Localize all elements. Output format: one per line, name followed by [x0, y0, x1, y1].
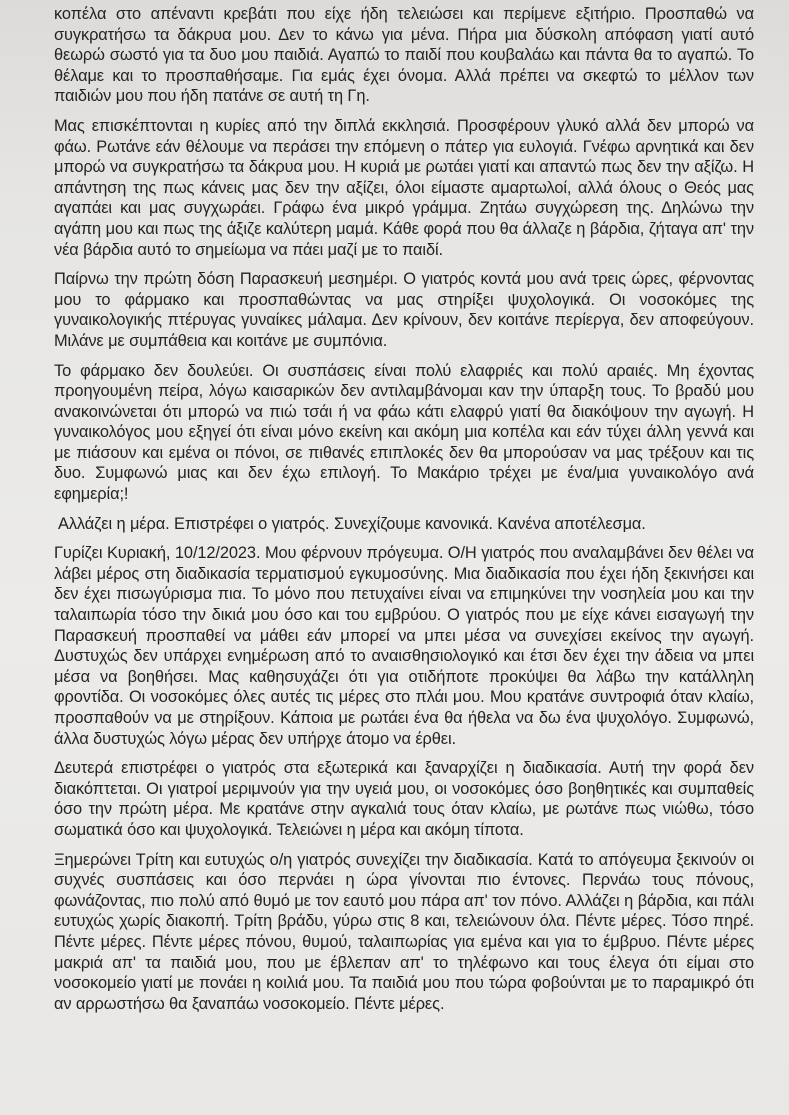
paragraph: κοπέλα στο απέναντι κρεβάτι που είχε ήδη τελειώσει και περίμενε εξιτήριο. Προσπαθώ να συγκρατήσω τα δάκρυα μου. Δεν το κάνω για μένα. Πήρα μια δύσκολη απόφαση γιατί αυτό θεωρώ σωστό για τα δυο μου παιδιά. Αγαπώ το παιδί που κουβαλάω και πάντα θα το αγαπώ. Το θέλαμε και το προσπαθήσαμε. Για εμάς έχει όνομα. Αλλά πρέπει να σκεφτώ το μέλλον των παιδιών μου που ήδη πατάνε σε αυτή τη Γη. [54, 5, 754, 106]
paragraph: Παίρνω την πρώτη δόση Παρασκευή μεσημέρι. Ο γιατρός κοντά μου ανά τρεις ώρες, φέρνοντας μου το φάρμακο και προσπαθώντας να μας στηρίξει ψυχολογικά. Οι νοσοκόμες της γυναικολογικής πτέρυγας γυναίκες μάλαμα. Δεν κρίνουν, δεν κοιτάνε περίεργα, δεν αποφεύγουν. Μιλάνε με συμπάθεια και κοιτάνε με συμπόνια. [54, 270, 754, 350]
paragraph: Μας επισκέπτονται η κυρίες από την διπλά εκκλησιά. Προσφέρουν γλυκό αλλά δεν μπορώ να φάω. Ρωτάνε εάν θέλουμε να περάσει την επόμενη ο πάτερ για ευλογιά. Γνέφω αρνητικά και δεν μπορώ να συγκρατήσω τα δάκρυα μου. Η κυριά με ρωτάει γιατί και απαντώ πως δεν την αξίζω. Η απάντηση της πως κάνεις μας δεν την αξίζει, όλοι είμαστε αμαρτωλοί, αλλά όλους ο Θεός μας αγαπάει και μας συγχωράει. Γράφω ένα μικρό γράμμα. Ζητάω συγχώρεση της. Δηλώνω την αγάπη μου και πως της άξιζε καλύτερη μαμά. Κάθε φορά που θα άλλαζε η βάρδια, ζήταγα απ' την νέα βάρδια αυτό το σημείωμα να πάει μαζί με το παιδί. [54, 116, 754, 259]
paragraph: Ξημερώνει Τρίτη και ευτυχώς ο/η γιατρός συνεχίζει την διαδικασία. Κατά το απόγευμα ξεκινούν οι συχνές συσπάσεις και όσο περνάει η ώρα γίνονται πιο έντονες. Περνάω τους πόνους, φωνάζοντας, πιο πολύ από θυμό με τον εαυτό μου πάρα απ' τον πόνο. Αλλάζει η βάρδια, και πάλι ευτυχώς χωρίς διακοπή. Τρίτη βράδυ, γύρω στις 8 και, τελειώνουν όλα. Πέντε μέρες. Τόσο πηρέ. Πέντε μέρες. Πέντε μέρες πόνου, θυμού, ταλαιπωρίας για εμένα και για το έμβρυο. Πέντε μέρες μακριά απ' τα παιδιά μου, που με έβλεπαν απ' το τηλέφωνο και τους έλεγα ότι είμαι στο νοσοκομείο γιατί με πονάει η κοιλιά μου. Τα παιδιά μου που τώρα φοβούνται με το παραμικρό ότι αν αρρωστήσω θα ξαναπάω νοσοκομείο. Πέντε μέρες. [54, 850, 754, 1013]
document-body [54, 4, 754, 1023]
paragraph: Δευτερά επιστρέφει ο γιατρός στα εξωτερικά και ξαναρχίζει η διαδικασία. Αυτή την φορά δεν διακόπτεται. Οι γιατροί μεριμνούν για την υγειά μου, οι νοσοκόμες όσο βοηθητικές και συμπαθείς όσο την πρώτη μέρα. Με κρατάνε στην αγκαλιά τους όταν κλαίω, με ρωτάνε πως νιώθω, τόσο σωματικά όσο και ψυχολογικά. Τελειώνει η μέρα και ακόμη τίποτα. [54, 759, 754, 839]
paragraph: Το φάρμακο δεν δουλεύει. Οι συσπάσεις είναι πολύ ελαφριές και πολύ αραιές. Μη έχοντας προηγουμένη πείρα, λόγω καισαρικών δεν αντιλαμβάνομαι καν την ύπαρξη τους. Το βραδύ μου ανακοινώνεται ότι μπορώ να πιώ τσάι ή να φάω κάτι ελαφρύ γιατί θα διακόψουν την αγωγή. Η γυναικολόγος μου εξηγεί ότι είναι μόνο εκείνη και ακόμη μια κοπέλα και εάν τύχει άλλη γεννά και με πιάσουν και εμένα οι πόνοι, σε πιθανές επιπλοκές δεν θα μπορούσαν να μας τρέξουν και τις δυο. Συμφωνώ μιας και δεν έχω επιλογή. Το Μακάριο τρέχει με ένα/μια γυναικολόγο ανά εφημερία;! [54, 361, 754, 504]
paragraph: Αλλάζει η μέρα. Επιστρέφει ο γιατρός. Συνεχίζουμε κανονικά. Κανένα αποτέλεσμα. [58, 514, 646, 533]
paragraph: Γυρίζει Κυριακή, 10/12/2023. Μου φέρνουν πρόγευμα. Ο/Η γιατρός που αναλαμβάνει δεν θέλει να λάβει μέρος στη διαδικασία τερματισμού εγκυμοσύνης. Μια διαδικασία που έχει ήδη ξεκινήσει και δεν έχει πισωγύρισμα πια. Το μόνο που πετυχαίνει είναι να επιμηκύνει την νοσηλεία μου και την ταλαιπωρία τόσο την δικιά μου όσο και του εμβρύου. Ο γιατρός που με είχε κάνει εισαγωγή την Παρασκευή προσπαθεί να μάθει εάν μπορεί να μπει μέσα να συνεχίσει εκείνος την αγωγή. Δυστυχώς δεν υπάρχει ενημέρωση από το αναισθησιολογικό και έτσι δεν έχει την άδεια να μπει μέσα να βοηθήσει. Μας καθησυχάζει ότι για οτιδήποτε προκύψει θα λάβω την κατάλληλη φροντίδα. Οι νοσοκόμες όλες αυτές τις μέρες στο πλάι μου. Μου κρατάνε συντροφιά όταν κλαίω, προσπαθούν να με στηρίξουν. Κάποια με ρωτάει ένα θα ήθελα να δω ένα ψυχολόγο. Συμφωνώ, άλλα δυστυχώς λόγω μέρας δεν υπήρχε άτομο να έρθει. [54, 544, 754, 748]
